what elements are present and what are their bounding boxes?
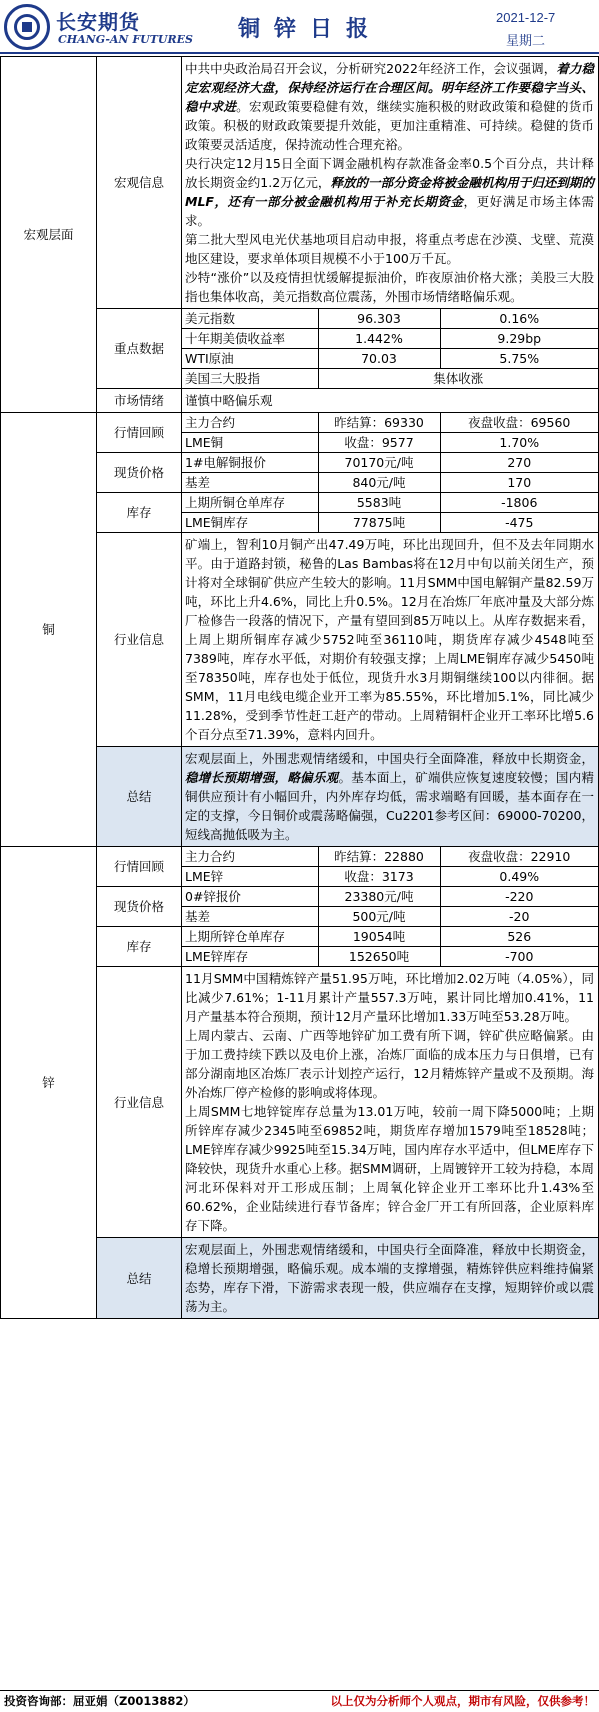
row-change: 526 [440, 927, 598, 947]
row-change: -20 [440, 907, 598, 927]
summary-text: 。基本面上，矿端供应恢复速度较慢；国内精铜供应预计有小幅回升，内外库存均低，需求端略有回暖，基本面存在一定的支撑，今日铜价或震荡略偏强，Cu2201参考区间：69000-70200，短线高抛低吸为主。 [185, 770, 594, 842]
row-value: 19054吨 [318, 927, 440, 947]
row-name: 十年期美债收益率 [182, 329, 318, 349]
row-name: 主力合约 [182, 847, 318, 867]
sentiment-value: 谨慎中略偏乐观 [182, 389, 599, 413]
row-value: 昨结算：69330 [318, 413, 440, 433]
analyst-credit: 投资咨询部：屈亚娟（Z0013882） [4, 1694, 195, 1708]
row-name: 上期所铜仓单库存 [182, 493, 318, 513]
macro-text: ，更好满足市场主体需求。 [185, 194, 594, 228]
row-value: 77875吨 [318, 513, 440, 533]
row-change: 夜盘收盘：69560 [440, 413, 598, 433]
row-change: 5.75% [440, 349, 598, 369]
row-value: 23380元/吨 [318, 887, 440, 907]
macro-emphasis: 释放的一部分资金将被金融机构用于归还到期的MLF，还有一部分被金融机构用于补充长期资金 [185, 175, 594, 209]
table-row [182, 493, 598, 513]
zinc-stock-cell [182, 927, 599, 967]
sentiment-label: 市场情绪 [97, 389, 182, 413]
copper-stock-cell [182, 493, 599, 533]
copper-spot-table [182, 453, 598, 492]
report-table [0, 56, 599, 1319]
table-row [182, 867, 598, 887]
row-value: 70170元/吨 [318, 453, 440, 473]
row-name: 基差 [182, 907, 318, 927]
zinc-paragraph: 上周SMM七地锌锭库存总量为13.01万吨，较前一周下降5000吨；上期所锌库存减少2345吨至69852吨，期货库存增加1579吨至18528吨；LME锌库存减少9925吨至15.34万吨，国内库存水平适中，但LME库存下降较快，现货升水重心上移。据SMM调研，上周镀锌开工较为持稳，本周河北环保料对开工形成压制；上周氧化锌企业开工率环比升1.43%至60.62%，企业陆续进行春节备库；锌合金厂开工有所回落，企业原料库存下降。 [185, 1104, 594, 1233]
row-value: 5583吨 [318, 493, 440, 513]
row-change: -475 [440, 513, 598, 533]
row-value: 840元/吨 [318, 473, 440, 493]
row-change: 0.49% [440, 867, 598, 887]
zinc-spot-label: 现货价格 [97, 887, 182, 927]
zinc-review-row [1, 847, 599, 887]
brand-name: 长安期货 [56, 10, 140, 34]
copper-review-table [182, 413, 598, 452]
table-row [182, 413, 598, 433]
zinc-industry-label: 行业信息 [97, 967, 182, 1238]
row-name: LME铜库存 [182, 513, 318, 533]
row-change: -1806 [440, 493, 598, 513]
macro-text: 。宏观政策要稳健有效，继续实施积极的财政政策和稳健的货币政策。积极的财政政策要提升效能，更加注重精准、可持续。稳健的货币政策要灵活适度，保持流动性合理充裕。 [185, 99, 594, 152]
table-row [182, 369, 598, 389]
zinc-review-label: 行情回顾 [97, 847, 182, 887]
copper-stock-table [182, 493, 598, 532]
zinc-paragraph: 11月SMM中国精炼锌产量51.95万吨，环比增加2.02万吨（4.05%），同比减少7.61%；1-11月累计产量557.3万吨，累计同比增加0.41%，11月产量基本符合预期，预计12月产量环比增加1.33万吨至53.28万吨。 [185, 971, 594, 1024]
macro-emphasis: 着力稳定宏观经济大盘，保持经济运行在合理区间。明年经济工作要稳字当头、稳中求进 [185, 61, 594, 114]
row-change: 1.70% [440, 433, 598, 453]
copper-review-cell [182, 413, 599, 453]
copper-industry-label: 行业信息 [97, 533, 182, 747]
copper-spot-cell [182, 453, 599, 493]
row-name: 美元指数 [182, 309, 318, 329]
summary-text: 宏观层面上，外围悲观情绪缓和，中国央行全面降准，释放中长期资金， [185, 751, 594, 766]
zinc-summary-label: 总结 [97, 1238, 182, 1319]
zinc-spot-table [182, 887, 598, 926]
table-row [182, 513, 598, 533]
zinc-stock-table [182, 927, 598, 966]
risk-disclaimer: 以上仅为分析师个人观点，期市有风险，仅供参考！ [330, 1694, 595, 1708]
row-value: 70.03 [318, 349, 440, 369]
zinc-industry-text [182, 967, 599, 1238]
row-name: 美国三大股指 [182, 369, 318, 389]
brand-logo-icon [4, 4, 50, 50]
macro-paragraph: 沙特“涨价”以及疫情担忧缓解提振油价，昨夜原油价格大涨；美股三大股指也集体收高，美元指数高位震荡，外围市场情绪略偏乐观。 [185, 270, 594, 304]
row-change: 夜盘收盘：22910 [440, 847, 598, 867]
zinc-summary-text: 宏观层面上，外围悲观情绪缓和，中国央行全面降准，释放中长期资金，稳增长预期增强，略偏乐观。成本端的支撑增强，精炼锌供应料维持偏紧态势，库存下滑，下游需求表现一般，供应端存在支撑，短期锌价或以震荡为主。 [182, 1238, 599, 1319]
table-row [182, 847, 598, 867]
macro-info-label: 宏观信息 [97, 57, 182, 309]
zinc-paragraph: 上周内蒙古、云南、广西等地锌矿加工费有所下调，锌矿供应略偏紧。由于加工费持续下跌以及电价上涨，冶炼厂面临的成本压力与日俱增，已有部分湖南地区冶炼厂表示计划控产运行，12月精炼锌产量或不及预期。海外冶炼厂停产检修的影响或将体现。 [185, 1028, 594, 1100]
macro-info-text [182, 57, 599, 309]
copper-section-label: 铜 [1, 413, 97, 847]
logo-center [22, 22, 32, 32]
summary-emphasis: 稳增长预期增强，略偏乐观 [185, 770, 339, 785]
table-row [182, 433, 598, 453]
row-name: LME铜 [182, 433, 318, 453]
zinc-review-cell [182, 847, 599, 887]
row-name: 0#锌报价 [182, 887, 318, 907]
macro-text: 中共中央政治局召开会议，分析研究2022年经济工作，会议强调， [185, 61, 557, 76]
table-row [182, 453, 598, 473]
table-row [182, 887, 598, 907]
key-data-table [182, 309, 598, 388]
table-row [182, 947, 598, 967]
key-data-cell [182, 309, 599, 389]
zinc-spot-cell [182, 887, 599, 927]
copper-summary-label: 总结 [97, 747, 182, 847]
copper-summary-text [182, 747, 599, 847]
row-value: 集体收涨 [318, 369, 598, 389]
zinc-section-label: 锌 [1, 847, 97, 1319]
zinc-stock-label: 库存 [97, 927, 182, 967]
table-row [182, 349, 598, 369]
key-data-label: 重点数据 [97, 309, 182, 389]
row-change: -220 [440, 887, 598, 907]
macro-paragraph [185, 59, 594, 154]
row-name: 1#电解铜报价 [182, 453, 318, 473]
macro-paragraph [185, 154, 594, 230]
row-value: 500元/吨 [318, 907, 440, 927]
row-change: 170 [440, 473, 598, 493]
row-change: 0.16% [440, 309, 598, 329]
macro-paragraph: 第二批大型风电光伏基地项目启动申报，将重点考虑在沙漠、戈壁、荒漠地区建设，要求单体项目规模不小于100万千瓦。 [185, 232, 594, 266]
row-value: 收盘：3173 [318, 867, 440, 887]
macro-text: 央行决定12月15日全面下调金融机构存款准备金率0.5个百分点，共计释放长期资金约1.2万亿元， [185, 156, 594, 190]
row-name: 基差 [182, 473, 318, 493]
copper-review-row [1, 413, 599, 453]
row-name: 主力合约 [182, 413, 318, 433]
macro-info-row [1, 57, 599, 309]
report-header [0, 0, 599, 56]
table-row [182, 907, 598, 927]
report-title: 铜锌日报 [237, 17, 382, 42]
table-row [182, 309, 598, 329]
row-value: 昨结算：22880 [318, 847, 440, 867]
row-change: 9.29bp [440, 329, 598, 349]
report-date: 2021-12-7 [496, 10, 556, 25]
zinc-review-table [182, 847, 598, 886]
row-name: LME锌 [182, 867, 318, 887]
macro-section-label: 宏观层面 [1, 57, 97, 413]
row-name: LME锌库存 [182, 947, 318, 967]
copper-industry-text: 矿端上，智利10月铜产出47.49万吨，环比出现回升，但不及去年同期水平。由于道路封锁，秘鲁的Las Bambas将在12月中旬以前关闭生产，预计将对全球铜矿供应产生较大的影响。11月SMM中国电解铜产量82.59万吨，环比上升4.6%，同比上升0.5%。12月在冶炼厂年底冲量及大部分炼厂检修告一段落的情况下，产量有望回到85万吨以上。从库存数据来看，上周上期所铜库存减少5752吨至36110吨，期货库存减少4548吨至7389吨，库存水平低，对期价有较强支撑；上周LME铜库存减少5450吨至78350吨，库存也处于低位，现货升水3月期铜继续100以内徘徊。据SMM，11月电线电缆企业开工率为85.55%，环比增加5.1%，同比减少11.28%，受到季节性赶工赶产的带动。上周精铜杆企业开工率环比增5.6个百分点至71.39%，意料内回升。 [182, 533, 599, 747]
table-row [182, 473, 598, 493]
row-value: 收盘：9577 [318, 433, 440, 453]
table-row [182, 927, 598, 947]
table-row [182, 329, 598, 349]
row-change: 270 [440, 453, 598, 473]
brand-name-en: CHANG-AN FUTURES [58, 33, 193, 46]
row-name: 上期所锌仓单库存 [182, 927, 318, 947]
row-change: -700 [440, 947, 598, 967]
copper-stock-label: 库存 [97, 493, 182, 533]
report-weekday: 星期二 [506, 34, 546, 49]
copper-review-label: 行情回顾 [97, 413, 182, 453]
report-footer [0, 1690, 599, 1712]
row-value: 96.303 [318, 309, 440, 329]
row-name: WTI原油 [182, 349, 318, 369]
row-value: 1.442% [318, 329, 440, 349]
header-divider [0, 52, 599, 54]
copper-spot-label: 现货价格 [97, 453, 182, 493]
row-value: 152650吨 [318, 947, 440, 967]
